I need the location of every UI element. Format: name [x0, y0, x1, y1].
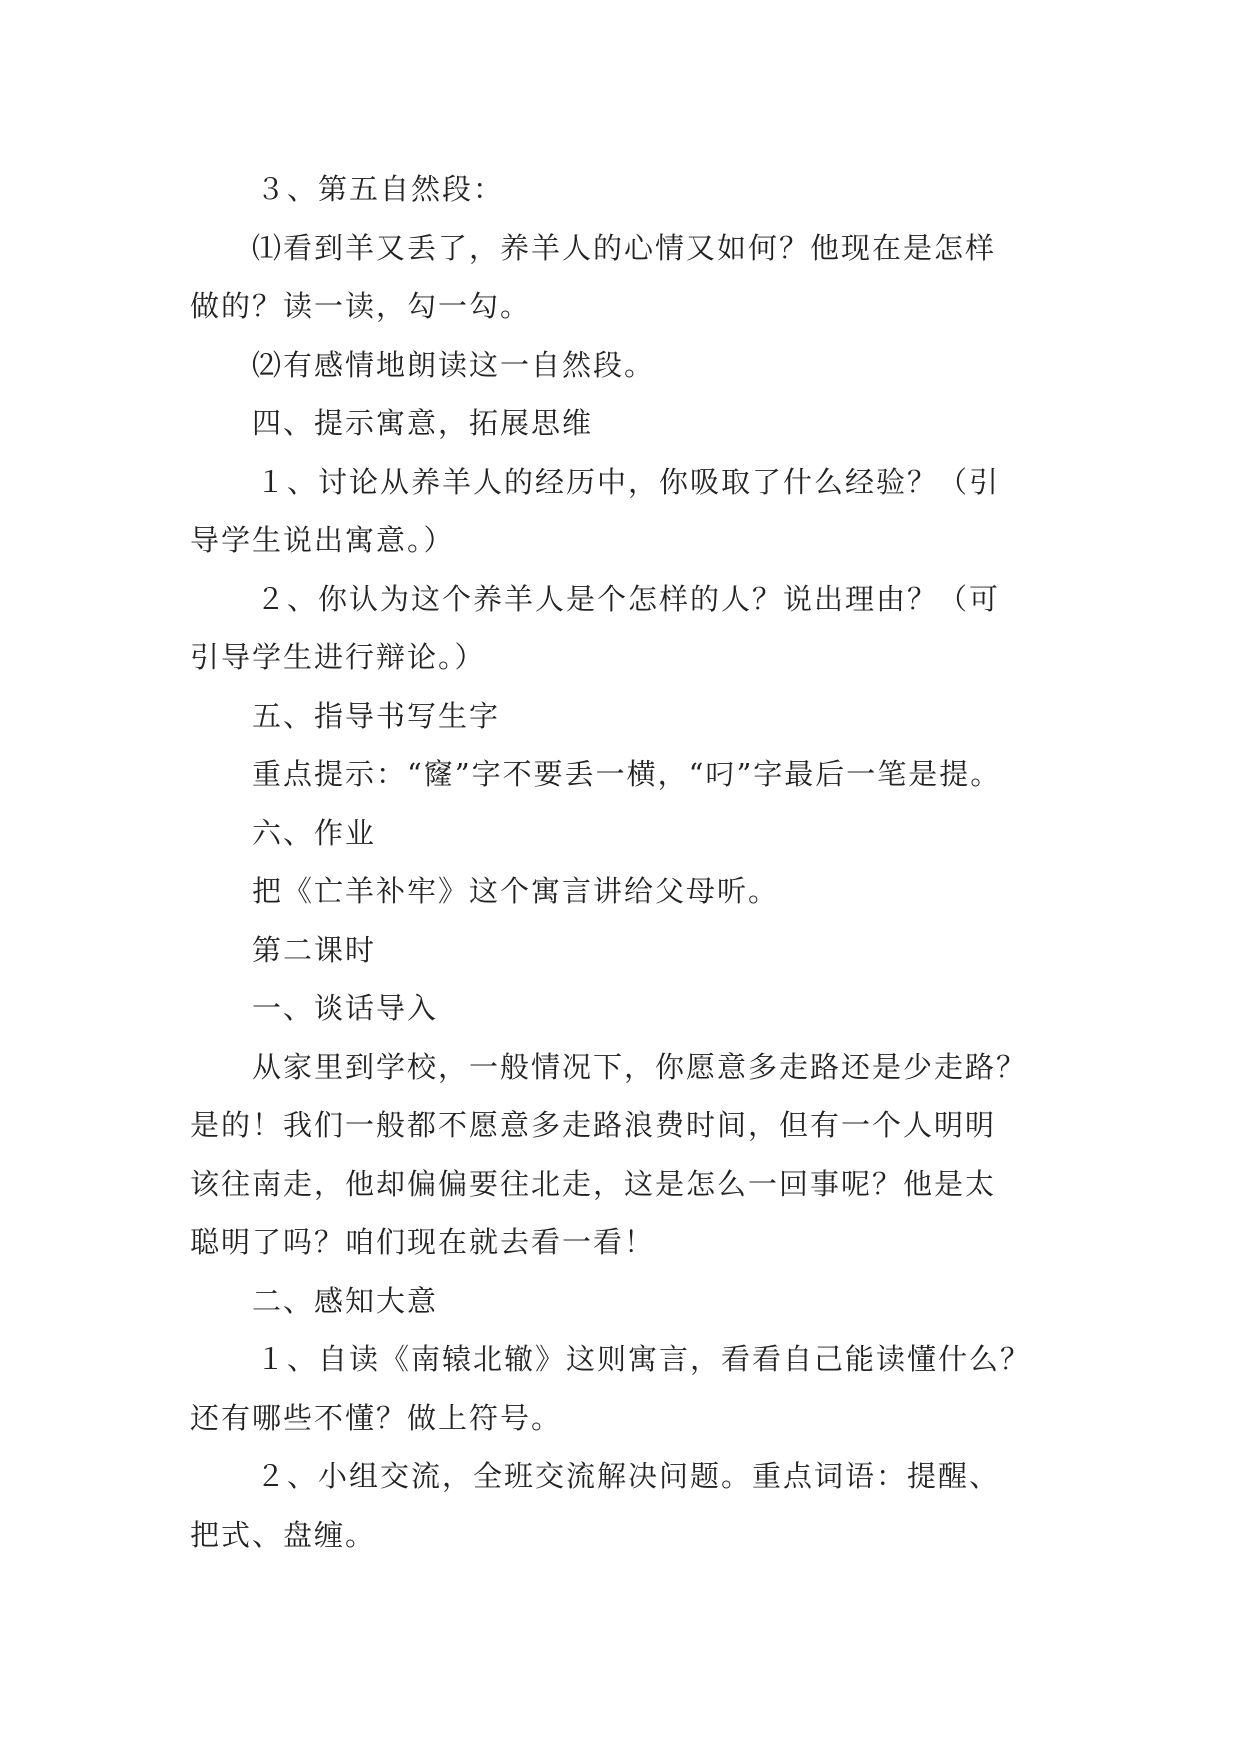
text-line: 把《亡羊补牢》这个寓言讲给父母听。 [252, 874, 780, 908]
section-heading: 一、谈话导入 [252, 991, 439, 1025]
text-line: ２、你认为这个养羊人是个怎样的人？说出理由？（可 [256, 581, 1001, 616]
section-heading: 四、提示寓意，拓展思维 [252, 406, 594, 440]
text-line: ３、第五自然段： [256, 172, 505, 206]
section-heading: 二、感知大意 [252, 1283, 439, 1318]
text-line: ２、小组交流，全班交流解决问题。重点词语：提醒、 [256, 1459, 1001, 1493]
text-line: 把式、盘缠。 [190, 1517, 377, 1552]
text-line: １、自读《南辕北辙》这则寓言，看看自己能读懂什么？ [256, 1342, 1032, 1376]
section-heading: 六、作业 [252, 815, 377, 850]
document-body [190, 160, 1060, 1564]
text-line: ⑴看到羊又丢了，养羊人的心情又如何？他现在是怎样 [252, 230, 997, 265]
text-line: 还有哪些不懂？做上符号。 [190, 1400, 563, 1435]
text-line: 引导学生进行辩论。） [190, 640, 486, 674]
text-line: 导学生说出寓意。） [190, 523, 455, 557]
section-heading: 五、指导书写生字 [252, 698, 501, 733]
text-line: １、讨论从养羊人的经历中，你吸取了什么经验？（引 [256, 464, 1001, 499]
text-line: 做的？读一读，勾一勾。 [190, 289, 532, 323]
lesson-heading: 第二课时 [252, 932, 377, 967]
text-line: ⑵有感情地朗读这一自然段。 [252, 347, 656, 382]
text-line: 从家里到学校，一般情况下，你愿意多走路还是少走路？ [252, 1049, 1028, 1084]
text-line: 该往南走，他却偏偏要往北走，这是怎么一回事呢？他是太 [190, 1166, 997, 1201]
text-line: 是的！我们一般都不愿意多走路浪费时间，但有一个人明明 [190, 1108, 997, 1142]
text-line: 重点提示：“窿”字不要丢一横，“叼”字最后一笔是提。 [252, 757, 1002, 791]
text-line: 聪明了吗？咱们现在就去看一看！ [190, 1225, 656, 1259]
